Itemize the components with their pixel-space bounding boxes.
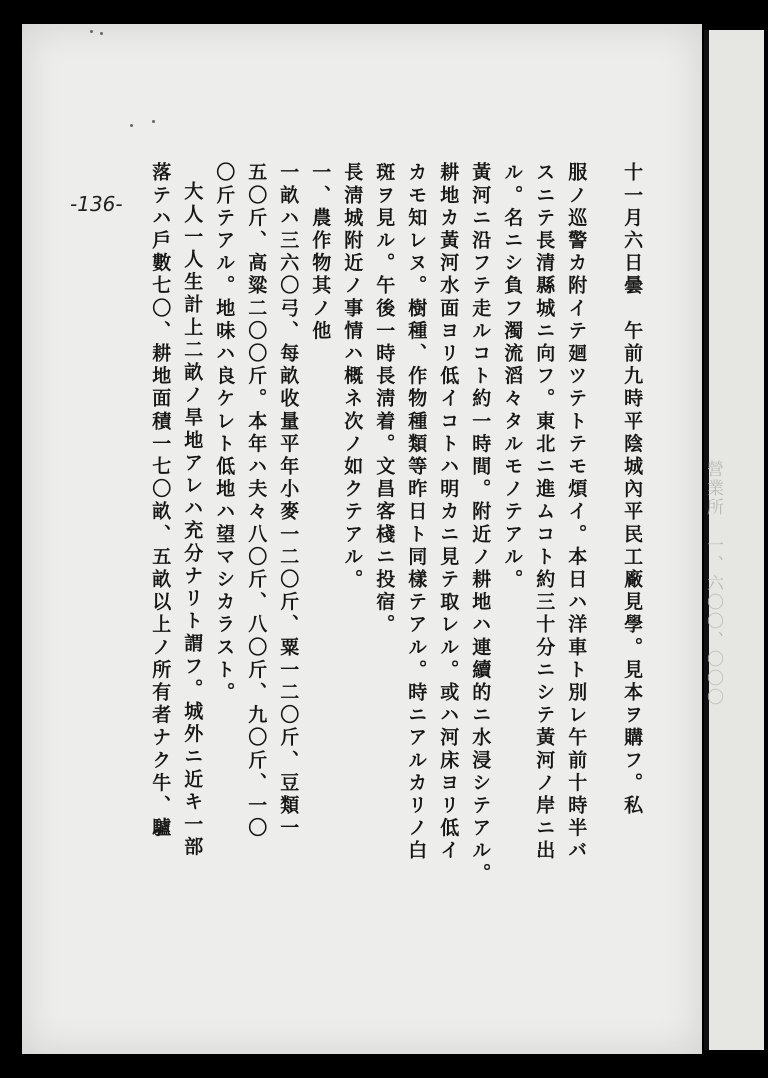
text-line: ル。名ニシ負フ濁流滔々タルモノテアル。 (501, 162, 524, 592)
text-line: 〇斤テアル。地味ハ良ケレト低地ハ望マシカラスト。 (213, 162, 236, 705)
document-page (22, 24, 702, 1054)
page-number: -136- (70, 192, 123, 216)
text-line: 一畝ハ三六〇弓、每畝收量平年小麥一二〇斤、粟一二〇斤、豆類一 (277, 162, 300, 840)
diary-date-line (592, 162, 672, 1022)
text-line: 落テハ戶數七〇、耕地面積一七〇畝、五畝以上ノ所有者ナク牛、驢 (149, 162, 172, 840)
entry-text: 曇 午前九時平陰城內平民工廠見學。見本ヲ購フ。私 (621, 275, 644, 818)
text-line: 五〇斤、高粱二〇〇斤。本年ハ夫々八〇斤、八〇斤、九〇斤、一〇 (245, 162, 268, 840)
scan-speck (100, 32, 103, 35)
text-line: 斑ヲ見ル。午後一時長淸着。文昌客棧ニ投宿。 (373, 162, 396, 637)
text-line: スニテ長清縣城ニ向フ。東北ニ進ムコト約三十分ニシテ黃河ノ岸ニ出 (533, 162, 556, 863)
scan-speck (90, 30, 93, 33)
text-line: 服ノ巡警カ附イテ廻ツテトテモ煩イ。本日ハ洋車ト別レ午前十時半バ (565, 162, 588, 863)
section-heading: 一、農作物其ノ他 (309, 162, 332, 343)
text-line: 大人一人生計上二畝ノ旱地アレハ充分ナリト謂フ。城外ニ近キ一部 (181, 181, 204, 859)
text-line: 黃河ニ沿フテ走ルコト約一時間。附近ノ耕地ハ連續的ニ水浸シテアル。 (469, 162, 492, 886)
entry-date: 十一月六日 (621, 162, 644, 275)
bleed-through-text: 營業所 一、六〇〇、〇〇〇 (703, 460, 723, 707)
text-line: 長淸城附近ノ事情ハ概ネ次ノ如クテアル。 (341, 162, 364, 592)
scan-speck (152, 120, 155, 123)
text-line: カモ知レヌ。樹種、作物種類等昨日ト同樣テアル。時ニアルカリノ白 (405, 162, 428, 863)
scan-speck (130, 124, 133, 127)
vertical-text-body (132, 162, 672, 1022)
text-line: 耕地カ黃河水面ヨリ低イコトハ明カニ見テ取レル。或ハ河床ヨリ低イ (437, 162, 460, 863)
